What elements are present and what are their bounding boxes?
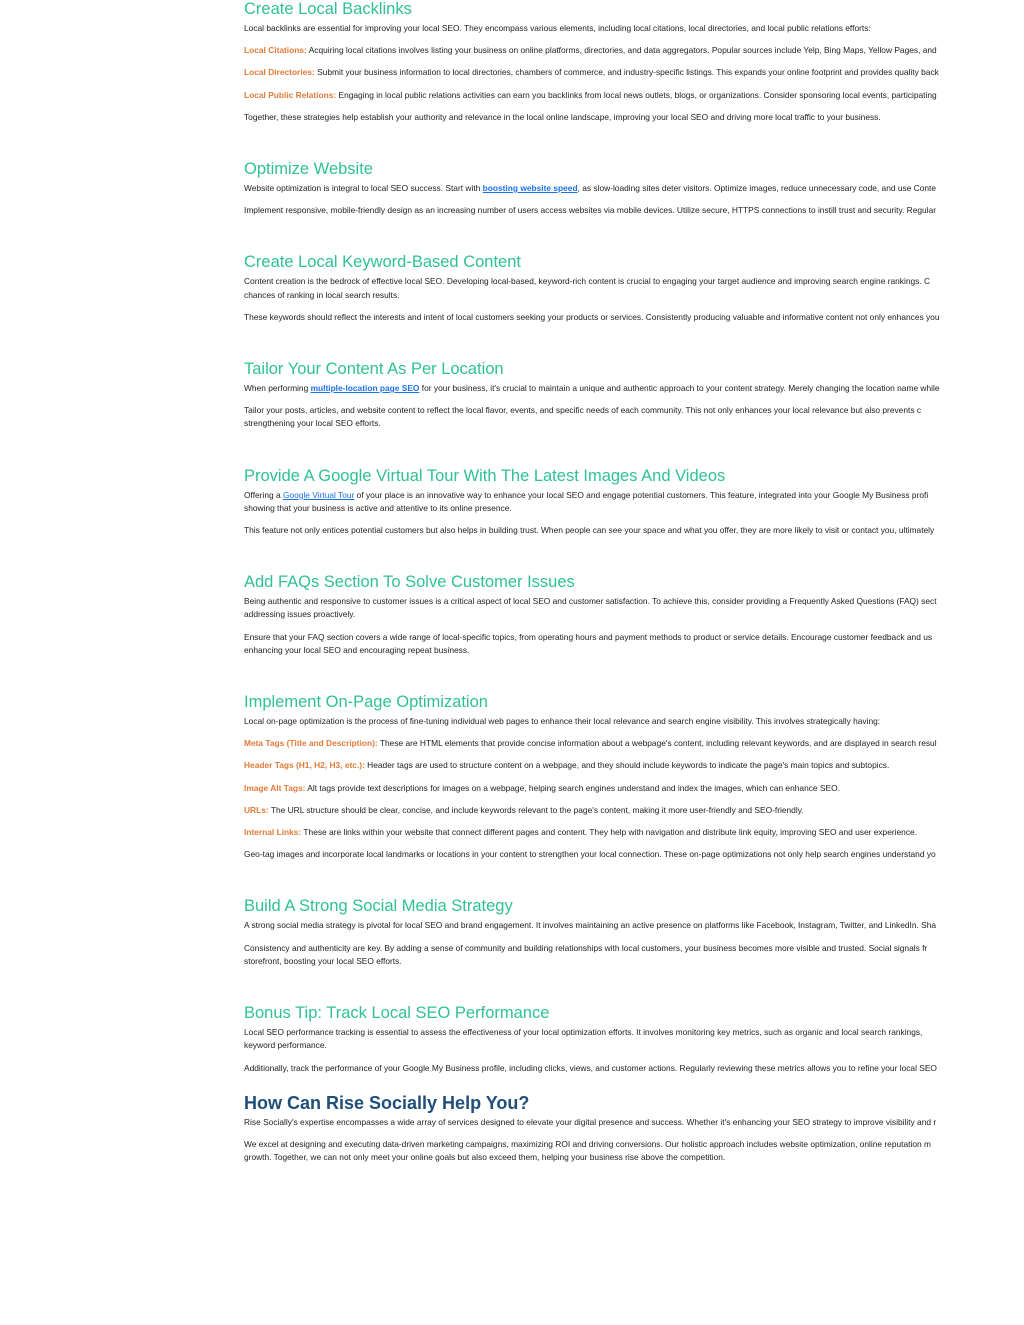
item-text: These are HTML elements that provide concise information about a webpage's content, including relevant keywords, and are displayed in search resul xyxy=(377,738,937,749)
multiple-location-page-seo-link[interactable]: multiple-location page SEO xyxy=(310,383,420,394)
section-faqs xyxy=(244,573,981,657)
section-how-rise-socially-helps xyxy=(244,1093,981,1165)
list-item xyxy=(244,826,981,839)
item-term: Header Tags (H1, H2, H3, etc.): xyxy=(244,760,365,771)
paragraph-text: for your business, it's crucial to maintain a unique and authentic approach to your content strategy. Merely changing the location name while xyxy=(419,383,940,394)
section-intro: Local backlinks are essential for improving your local SEO. They encompass various elements, including local citations, local directories, and local public relations efforts: xyxy=(244,23,871,33)
item-text: Alt tags provide text descriptions for images on a webpage, helping search engines understand and index the images, which can enhance SEO. xyxy=(305,782,840,793)
list-item xyxy=(244,89,981,102)
section-paragraph-continued: enhancing your local SEO and encouraging repeat business. xyxy=(244,644,470,655)
item-text: The URL structure should be clear, concise, and include keywords relevant to the page's content, making it more user-friendly and SEO-friendly. xyxy=(268,804,804,815)
section-paragraph xyxy=(244,382,981,395)
section-paragraph: These keywords should reflect the interests and intent of local customers seeking your products or services. Consistently producing valuable and informative content not only enhances you xyxy=(244,311,940,322)
section-title: Bonus Tip: Track Local SEO Performance xyxy=(244,1004,550,1023)
paragraph-text: of your place is an innovative way to enhance your local SEO and engage potential customers. This feature, integrated into your Google My Business profi xyxy=(354,489,929,500)
section-paragraph: A strong social media strategy is pivotal for local SEO and brand engagement. It involves maintaining an active presence on platforms like Facebook, Instagram, Twitter, and LinkedIn. Sha xyxy=(244,920,937,931)
section-paragraph-continued: storefront, boosting your local SEO efforts. xyxy=(244,955,402,966)
list-item xyxy=(244,66,981,79)
section-title: Provide A Google Virtual Tour With The Latest Images And Videos xyxy=(244,466,726,485)
section-title: Create Local Keyword-Based Content xyxy=(244,253,521,272)
item-term: Meta Tags (Title and Description): xyxy=(244,738,378,749)
section-paragraph-continued: strengthening your local SEO efforts. xyxy=(244,418,381,429)
section-on-page-optimization xyxy=(244,693,981,861)
item-term: Local Directories: xyxy=(244,67,315,78)
item-term: Internal Links: xyxy=(244,827,302,838)
list-item xyxy=(244,737,981,750)
paragraph-text: Website optimization is integral to local SEO success. Start with xyxy=(244,183,483,194)
section-paragraph: Tailor your posts, articles, and website content to reflect the local flavor, events, and specific needs of each community. This not only enhances your local relevance but also prevents c xyxy=(244,405,922,416)
section-paragraph xyxy=(244,275,981,288)
section-paragraph: Implement responsive, mobile-friendly design as an increasing number of users access websites via mobile devices. Utilize secure, HTTPS connections to instill trust and security. Regular xyxy=(244,205,937,216)
section-title: Create Local Backlinks xyxy=(244,0,412,18)
cta-title: How Can Rise Socially Help You? xyxy=(244,1092,530,1113)
section-paragraph-continued: keyword performance. xyxy=(244,1040,327,1051)
section-paragraph: We excel at designing and executing data-driven marketing campaigns, maximizing ROI and driving conversions. Our holistic approach includes website optimization, online reputation m xyxy=(244,1138,931,1149)
section-paragraph-continued: showing that your business is active and attentive to its online presence. xyxy=(244,502,512,513)
item-text: Header tags are used to structure content on a webpage, and they should include keywords to indicate the page's main topics and subtopics. xyxy=(364,760,890,771)
paragraph-text: , as slow-loading sites deter visitors. Optimize images, reduce unnecessary code, and use Conte xyxy=(577,183,937,194)
section-social-media xyxy=(244,897,981,968)
section-title: Implement On-Page Optimization xyxy=(244,693,488,712)
section-keyword-content xyxy=(244,253,981,324)
section-optimize-website xyxy=(244,160,981,217)
section-paragraph: Consistency and authenticity are key. By adding a sense of community and building relationships with local customers, your business becomes more visible and trusted. Social signals fr xyxy=(244,942,928,953)
list-item xyxy=(244,782,981,795)
section-title: Optimize Website xyxy=(244,160,373,179)
item-text: These are links within your website that connect different pages and content. They help with navigation and distribute link equity, improving SEO and user experience. xyxy=(301,827,918,838)
boosting-website-speed-link[interactable]: boosting website speed xyxy=(482,183,578,194)
section-paragraph-continued: chances of ranking in local search results. xyxy=(244,289,400,300)
section-paragraph-continued: growth. Together, we can not only meet your online goals but also exceed them, helping your business rise above the competition. xyxy=(244,1152,726,1163)
section-paragraph-continued: addressing issues proactively. xyxy=(244,609,356,620)
item-text: Engaging in local public relations activities can earn you backlinks from local news outlets, blogs, or organizations. Consider sponsoring local events, participating xyxy=(336,89,937,100)
paragraph-text: Offering a xyxy=(244,489,283,500)
article-body xyxy=(244,0,981,1173)
section-outro: Geo-tag images and incorporate local landmarks or locations in your content to strengthen your local connection. These on-page optimizations not only help search engines understand yo xyxy=(244,849,936,860)
item-term: Local Citations: xyxy=(244,45,307,56)
section-local-backlinks xyxy=(244,0,981,124)
list-item xyxy=(244,759,981,772)
section-paragraph xyxy=(244,489,981,502)
section-bonus-tip xyxy=(244,1004,981,1075)
item-text: Submit your business information to local directories, chambers of commerce, and industry-specific listings. This expands your online footprint and provides quality back xyxy=(314,67,939,78)
section-paragraph: Additionally, track the performance of your Google My Business profile, including clicks, views, and customer actions. Regularly reviewing these metrics allows you to refine your local SEO xyxy=(244,1062,937,1073)
section-paragraph: Ensure that your FAQ section covers a wide range of local-specific topics, from operating hours and payment methods to product or service details. Encourage customer feedback and us xyxy=(244,631,933,642)
paragraph-text: When performing xyxy=(244,383,311,394)
list-item xyxy=(244,44,981,57)
item-term: URLs: xyxy=(244,804,269,815)
section-title: Build A Strong Social Media Strategy xyxy=(244,897,513,916)
section-paragraph: Local SEO performance tracking is essential to assess the effectiveness of your local optimization efforts. It involves monitoring key metrics, such as organic and local search rankings, xyxy=(244,1027,923,1038)
section-paragraph: Rise Socially's expertise encompasses a wide array of services designed to elevate your digital presence and success. Whether it's enhancing your SEO strategy to improve visibility and r xyxy=(244,1116,937,1127)
section-title: Add FAQs Section To Solve Customer Issues xyxy=(244,573,575,592)
paragraph-text: Content creation is the bedrock of effective local SEO. Developing local-based, keyword-rich content is crucial to engaging your target audience and improving search engine rankings. C xyxy=(244,276,931,287)
section-paragraph: Being authentic and responsive to customer issues is a critical aspect of local SEO and customer satisfaction. To achieve this, consider providing a Frequently Asked Questions (FAQ) sect xyxy=(244,596,937,607)
google-virtual-tour-link[interactable]: Google Virtual Tour xyxy=(282,489,355,500)
section-paragraph: This feature not only entices potential customers but also helps in building trust. When people can see your space and what you offer, they are more likely to visit or contact you, ultimately xyxy=(244,525,935,536)
section-virtual-tour xyxy=(244,467,981,538)
section-paragraph xyxy=(244,182,981,195)
item-text: Acquiring local citations involves listing your business on online platforms, directories, and data aggregators. Popular sources include Yelp, Bing Maps, Yellow Pages, and xyxy=(306,45,937,56)
section-outro: Together, these strategies help establish your authority and relevance in the local online landscape, improving your local SEO and driving more local traffic to your business. xyxy=(244,111,881,122)
section-intro: Local on-page optimization is the process of fine-tuning individual web pages to enhance their local relevance and search engine visibility. This involves strategically having: xyxy=(244,716,881,727)
section-tailor-content xyxy=(244,360,981,431)
section-title: Tailor Your Content As Per Location xyxy=(244,360,504,379)
item-term: Image Alt Tags: xyxy=(244,782,306,793)
item-term: Local Public Relations: xyxy=(244,89,337,100)
list-item xyxy=(244,804,981,817)
